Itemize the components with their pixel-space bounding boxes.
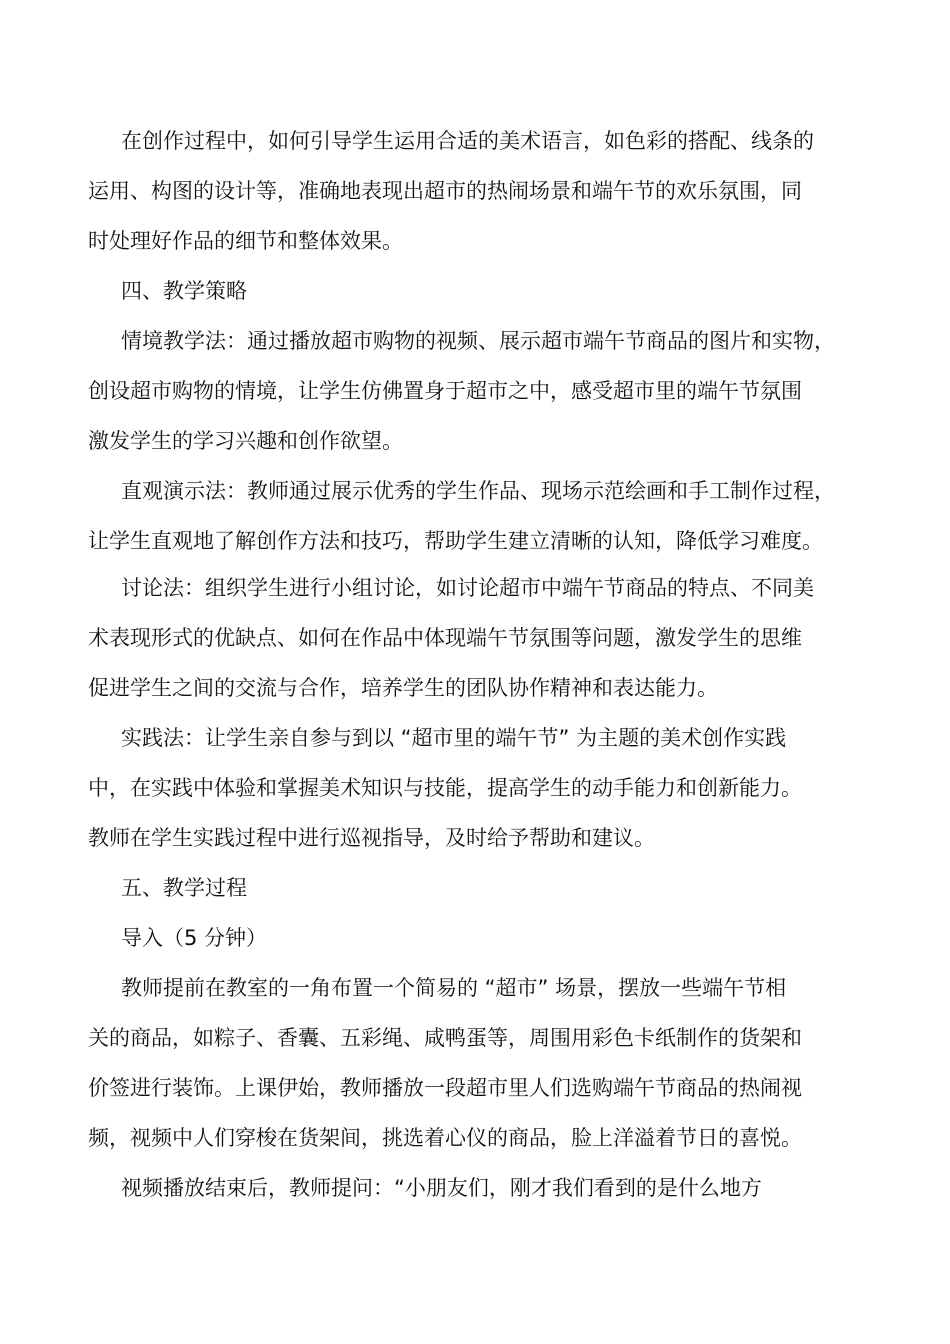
text-line: 让学生直观地了解创作方法和技巧，帮助学生建立清晰的认知，降低学习难度。 [88,529,823,553]
text-line: 讨论法：组织学生进行小组讨论，如讨论超市中端午节商品的特点、不同美 [121,576,814,600]
text-line: 促进学生之间的交流与合作，培养学生的团队协作精神和表达能力。 [88,676,718,700]
text-line: 价签进行装饰。上课伊始，教师播放一段超市里人们选购端午节商品的热闹视 [88,1076,802,1100]
section-heading: 四、教学策略 [121,279,247,303]
text-line: 实践法：让学生亲自参与到以 “超市里的端午节” 为主题的美术创作实践 [121,726,787,750]
text-line: 频，视频中人们穿梭在货架间，挑选着心仪的商品，脸上洋溢着节日的喜悦。 [88,1126,802,1150]
text-line: 术表现形式的优缺点、如何在作品中体现端午节氛围等问题，激发学生的思维 [88,626,802,650]
section-heading: 五、教学过程 [121,876,247,900]
text-line: 运用、构图的设计等，准确地表现出超市的热闹场景和端午节的欢乐氛围，同 [88,179,802,203]
text-line: 教师提前在教室的一角布置一个简易的 “超市” 场景，摆放一些端午节相 [121,976,787,1000]
text-line: 中，在实践中体验和掌握美术知识与技能，提高学生的动手能力和创新能力。 [88,776,802,800]
text-line: 直观演示法：教师通过展示优秀的学生作品、现场示范绘画和手工制作过程， [121,479,835,503]
text-line: 教师在学生实践过程中进行巡视指导，及时给予帮助和建议。 [88,826,655,850]
text-line: 激发学生的学习兴趣和创作欲望。 [88,429,403,453]
subsection-heading: 导入（5 分钟） [121,926,268,950]
text-line: 在创作过程中，如何引导学生运用合适的美术语言，如色彩的搭配、线条的 [121,129,814,153]
text-line: 时处理好作品的细节和整体效果。 [88,229,403,253]
text-line: 关的商品，如粽子、香囊、五彩绳、咸鸭蛋等，周围用彩色卡纸制作的货架和 [88,1026,802,1050]
text-line: 情境教学法：通过播放超市购物的视频、展示超市端午节商品的图片和实物， [121,329,835,353]
text-line: 视频播放结束后，教师提问：“小朋友们，刚才我们看到的是什么地方 [121,1176,762,1200]
text-line: 创设超市购物的情境，让学生仿佛置身于超市之中，感受超市里的端午节氛围 [88,379,802,403]
